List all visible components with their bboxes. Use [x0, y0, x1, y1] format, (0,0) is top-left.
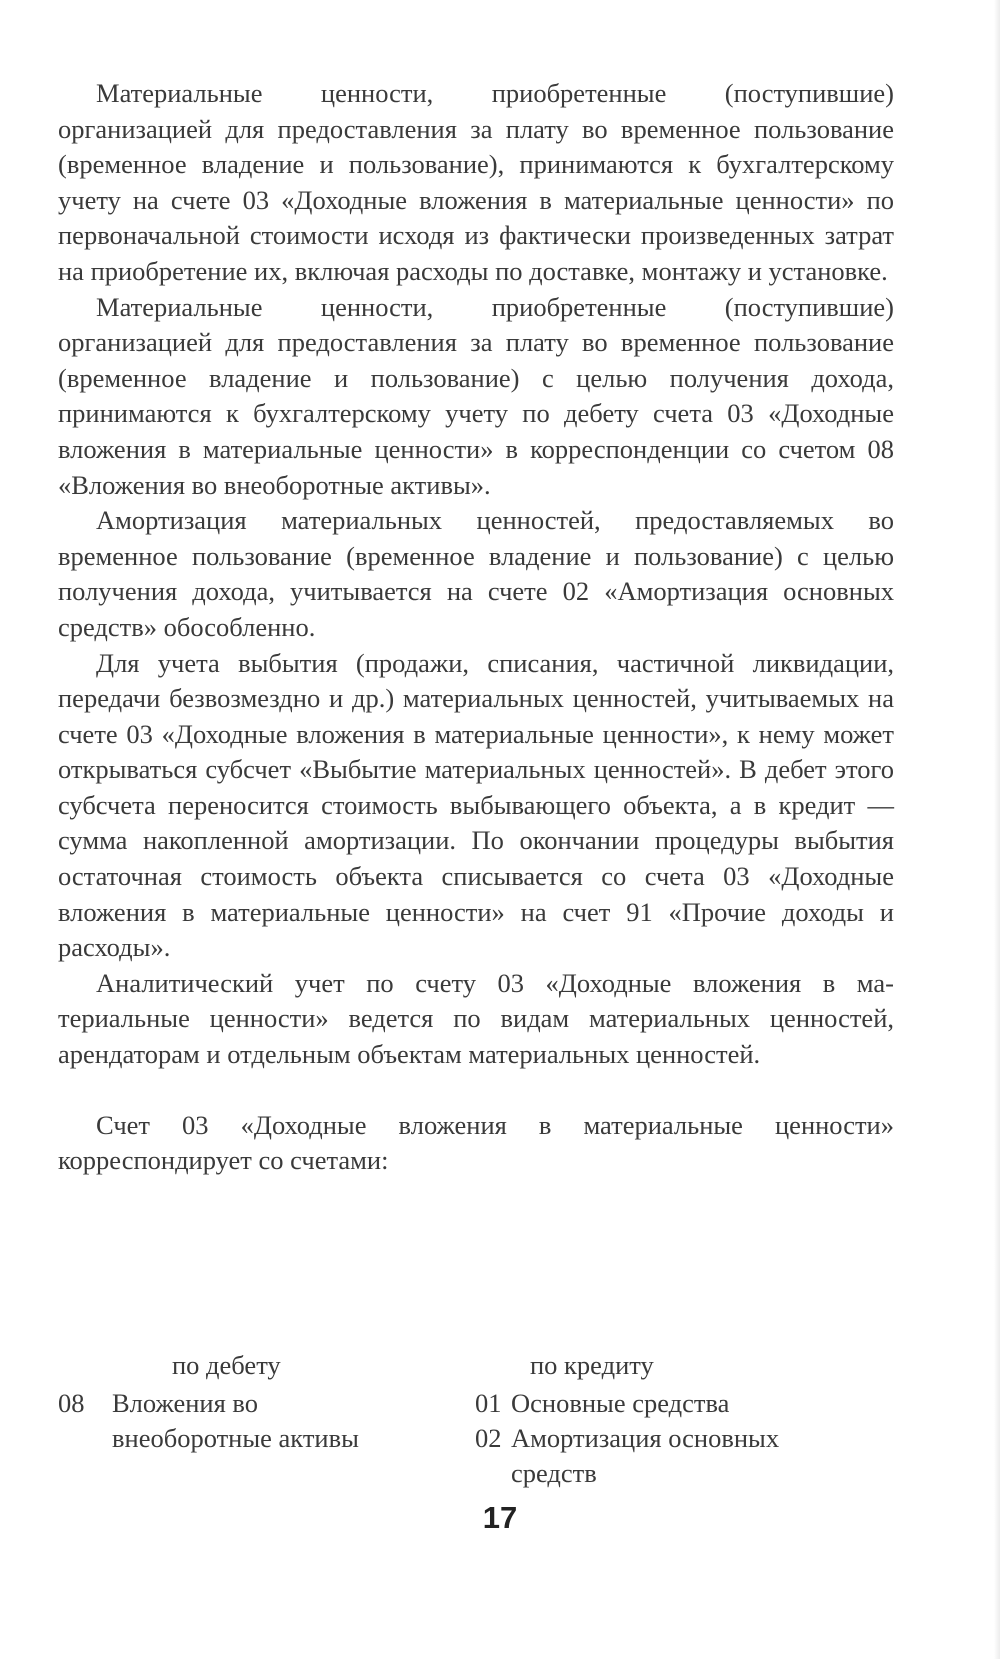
credit-account-name: Основные средства: [511, 1388, 730, 1418]
credit-account-code: 02: [475, 1423, 502, 1453]
debit-column-header: по дебету: [172, 1350, 281, 1380]
paragraph-2: Материальные ценности, приобретенные (поступившие) организацией для предоставления за плату во временное пользование (временное владение и пользование) с целью получения дохода, принимаются к бухгалтерскому учету по дебету счета 03 «Доходные вложения в материальные ценности» в корреспонденции со счетом 08 «Вложения во внеоборотные активы».: [58, 291, 894, 500]
body-text: [58, 76, 894, 1179]
debit-account-name: Вложения во внеоборотные активы: [112, 1388, 359, 1453]
paragraph-5: Аналитический учет по счету 03 «Доходные вложения в материальные ценности» ведется по видам материальных ценностей, арендаторам и отдельным объектам материальных ценностей.: [58, 967, 894, 1070]
paragraph-1: Материальные ценности, приобретенные (поступившие) организацией для предоставления за плату во временное пользование (временное владение и пользование), принимаются к бухгалтерскому учету на счете 03 «Доходные вложения в материальные ценности» по первоначальной стоимости исходя из фактически произведенных затрат на приобретение их, включая расходы по доставке, монтажу и установке.: [58, 78, 894, 286]
page-number: 17: [482, 1500, 518, 1535]
paragraph-4: Для учета выбытия (продажи, списания, частичной ликвидации, передачи безвозмездно и др.) материальных ценностей, учитываемых на счете 03 «Доходные вложения в материальные ценности», к нему может открываться субсчет «Выбытие материальных ценностей». В дебет этого субсчета переносится стоимость выбывающего объекта, а в кредит — сумма накопленной амортизации. По окончании процедуры выбытия остаточная стоимость объекта списывается со счета 03 «Доходные вложения в материальные ценности» на счет 91 «Прочие доходы и расходы».: [58, 647, 894, 963]
credit-account-name: Амортизация основных средств: [511, 1423, 780, 1488]
correspondence-intro: Счет 03 «Доходные вложения в материальные ценности» корреспондирует со счетами:: [58, 1109, 894, 1176]
credit-column-header: по кредиту: [530, 1350, 654, 1380]
credit-account-code: 01: [475, 1388, 502, 1418]
paragraph-3: Амортизация материальных ценностей, предоставляемых во временное пользование (временное владение и пользование) с целью получения дохода, учитывается на счете 02 «Амортизация основных средств» обособленно.: [58, 505, 894, 642]
page-edge-shadow: [994, 0, 1000, 1659]
debit-account-code: 08: [58, 1388, 85, 1418]
